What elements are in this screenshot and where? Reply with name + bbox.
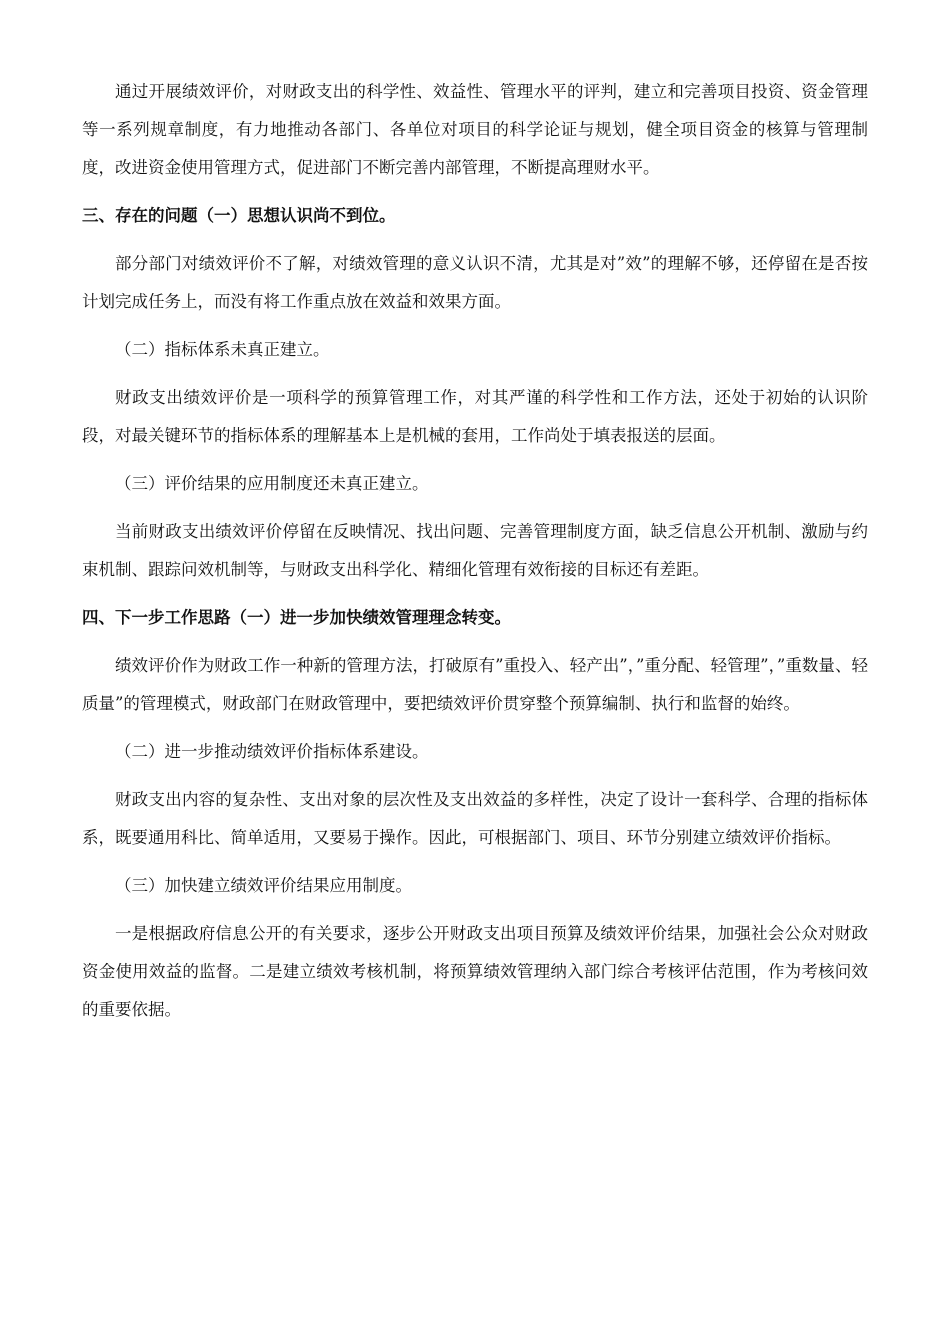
paragraph-indicator-construction: 财政支出内容的复杂性、支出对象的层次性及支出效益的多样性，决定了设计一套科学、合理的指标体系，既要通用科比、简单适用，又要易于操作。因此，可根据部门、项目、环节分别建立绩效评价指标。 [82,790,868,847]
subheading-indicator-system: （二）指标体系未真正建立。 [115,340,330,359]
document-body [82,73,868,1029]
paragraph-management-philosophy: 绩效评价作为财政工作一种新的管理方法，打破原有”重投入、轻产出”，”重分配、轻管理”，”重数量、轻质量”的管理模式，财政部门在财政管理中，要把绩效评价贯穿整个预算编制、执行和监督的始终。 [82,656,868,713]
paragraph-result-application: 当前财政支出绩效评价停留在反映情况、找出问题、完善管理制度方面，缺乏信息公开机制、激励与约束机制、跟踪问效机制等，与财政支出科学化、精细化管理有效衔接的目标还有差距。 [82,522,868,579]
paragraph-awareness-issue: 部分部门对绩效评价不了解，对绩效管理的意义认识不清，尤其是对”效”的理解不够，还停留在是否按计划完成任务上，而没有将工作重点放在效益和效果方面。 [82,254,868,311]
subheading-result-application: （三）评价结果的应用制度还未真正建立。 [115,474,429,493]
paragraph-result-system: 一是根据政府信息公开的有关要求，逐步公开财政支出项目预算及绩效评价结果，加强社会公众对财政资金使用效益的监督。二是建立绩效考核机制，将预算绩效管理纳入部门综合考核评估范围，作为考核问效的重要依据。 [82,924,868,1019]
section-heading-next-steps: 四、下一步工作思路（一）进一步加快绩效管理理念转变。 [82,608,511,627]
paragraph-performance-evaluation-benefits: 通过开展绩效评价，对财政支出的科学性、效益性、管理水平的评判，建立和完善项目投资、资金管理等一系列规章制度，有力地推动各部门、各单位对项目的科学论证与规划，健全项目资金的核算与管理制度，改进资金使用管理方式，促进部门不断完善内部管理，不断提高理财水平。 [82,82,868,177]
subheading-indicator-construction: （二）进一步推动绩效评价指标体系建设。 [115,742,429,761]
subheading-result-system: （三）加快建立绩效评价结果应用制度。 [115,876,412,895]
section-heading-existing-problems: 三、存在的问题（一）思想认识尚不到位。 [82,206,396,225]
paragraph-indicator-system: 财政支出绩效评价是一项科学的预算管理工作，对其严谨的科学性和工作方法，还处于初始的认识阶段，对最关键环节的指标体系的理解基本上是机械的套用，工作尚处于填表报送的层面。 [82,388,868,445]
